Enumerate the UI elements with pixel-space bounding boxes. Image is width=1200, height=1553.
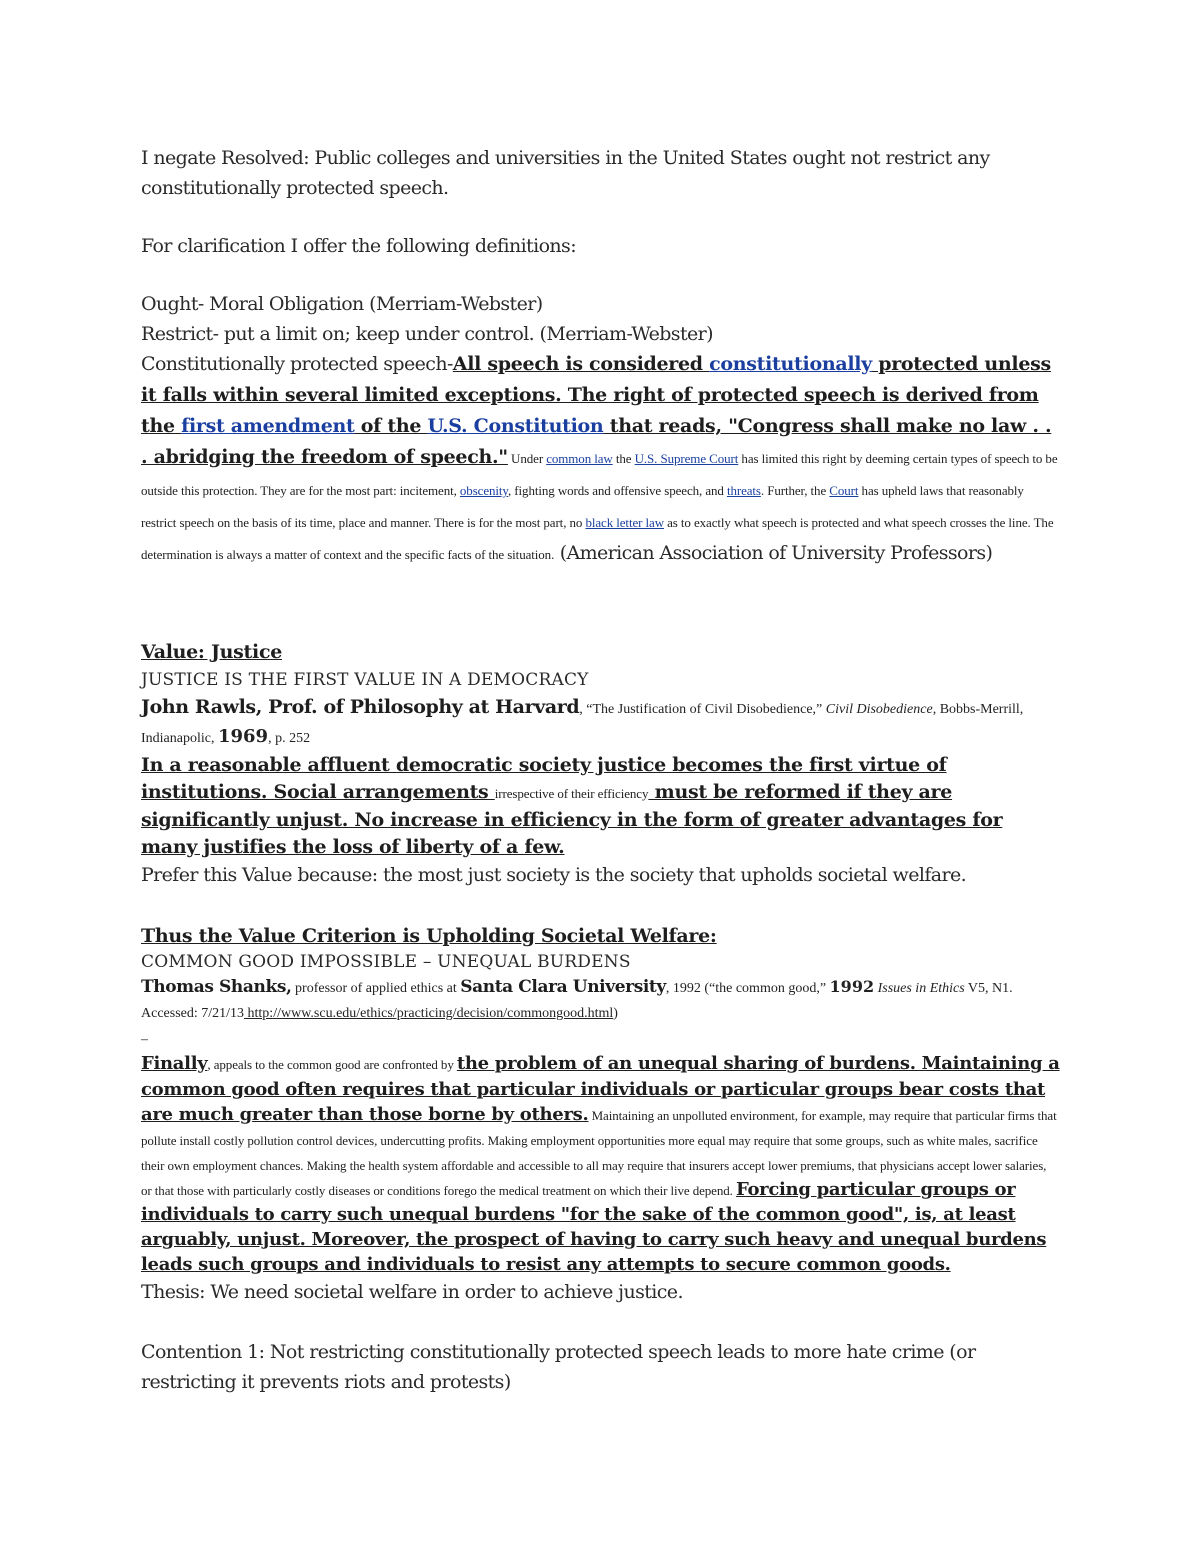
card-small-text: irrespective of their efficiency xyxy=(494,786,649,801)
card-small-text: , xyxy=(207,1057,214,1072)
card-bold-text: of the xyxy=(354,415,428,437)
value-tagline: JUSTICE IS THE FIRST VALUE IN A DEMOCRACY xyxy=(141,670,589,690)
value-citation xyxy=(141,694,1060,752)
link-common-law[interactable]: common law xyxy=(546,451,613,466)
criterion-citation xyxy=(141,975,1060,1025)
card-bold-text: In a reasonable affluent democratic society justice becomes the first virtue of institutions. Social arrangements xyxy=(141,754,947,803)
citation-text: V5, N1. Accessed: 7/21/13 xyxy=(141,981,1013,1021)
citation-book: Civil Disobedience xyxy=(825,702,933,717)
card-small-text: the xyxy=(612,451,635,466)
citation-year: 1992 xyxy=(829,977,875,996)
definition-restrict: Restrict- put a limit on; keep under control. (Merriam-Webster) xyxy=(141,323,713,345)
spacer xyxy=(141,570,1060,638)
link-supreme-court[interactable]: U.S. Supreme Court xyxy=(634,451,739,466)
card-small-text: has upheld laws that reasonably restrict speech on the basis of its time, place and manner. There is for the most part, no xyxy=(141,483,1024,530)
contention-one: Contention 1: Not restricting constitutionally protected speech leads to more hate crime (or restricting it prevents riots and protests) xyxy=(141,1341,976,1393)
card-bold-text: Forcing particular groups or individuals to carry such unequal burdens "for the sake of the common good", is, at least arguably, unjust. Moreover, the prospect of having to carry such heavy and unequal burdens leads such groups and individuals to resist any attempts to secure common goods. xyxy=(141,1179,1047,1275)
definition-ought: Ought- Moral Obligation (Merriam-Webster) xyxy=(141,293,543,315)
citation-text: , Bobbs-Merrill, Indianapolic, xyxy=(141,702,1024,746)
citation-text: , p. 252 xyxy=(268,731,311,746)
citation-text: , “The Justification of Civil Disobedience,” xyxy=(579,702,826,717)
definition-protected-speech xyxy=(141,349,1060,570)
criterion-thesis: Thesis: We need societal welfare in order to achieve justice. xyxy=(141,1281,683,1303)
citation-text: professor of applied ethics at xyxy=(291,981,461,996)
card-bold-text: that reads, "Congress shall make no law . . . abridging the freedom of speech." xyxy=(141,415,1052,468)
card-bold-text: protected unless it falls within several limited exceptions. The right of protected speech is derived from the xyxy=(141,353,1051,437)
card-bold-text: Finally xyxy=(141,1053,208,1074)
citation-journal: Issues in Ethics xyxy=(874,981,965,996)
link-court[interactable]: Court xyxy=(829,483,859,498)
criterion-heading: Thus the Value Criterion is Upholding Societal Welfare: xyxy=(141,925,717,947)
card-small-text: . Further, the xyxy=(760,483,830,498)
value-author: John Rawls, Prof. of Philosophy at Harvard xyxy=(141,696,580,718)
value-prefer: Prefer this Value because: the most just society is the society that upholds societal welfare. xyxy=(141,864,967,886)
card-bold-text: must be reformed if they are significantly unjust. No increase in efficiency in the form of greater advantages for many justifies the loss of liberty of a few. xyxy=(141,781,1003,858)
card-small-text: as to exactly what speech is protected and what speech crosses the line. The determination is always a matter of context and the specific facts of the situation. xyxy=(141,515,1054,562)
card-small-text: Maintaining an unpolluted environment, for example, may require that particular firms that pollute install costly pollution control devices, undercutting profits. Making employment opportunities more equal may require that some groups, such as white males, sacrifice their own employment chances. Making the health system affordable and accessible to all may require that insurers accept lower premiums, that physicians accept lower salaries, or that those with particularly costly diseases or conditions forego the medical treatment on which their live depend. xyxy=(141,1108,1057,1198)
link-black-letter-law[interactable]: black letter law xyxy=(585,515,664,530)
clarification-paragraph: For clarification I offer the following definitions: xyxy=(141,235,576,257)
card-small-text: has limited this right by deeming certain types of speech to be outside this protection. They are for the most part: incitement, xyxy=(141,451,1058,498)
card-small-text: appeals to the common good are confronted by xyxy=(213,1057,457,1072)
card-bold-text: All speech is considered xyxy=(452,353,710,375)
link-constitutionally[interactable]: constitutionally xyxy=(709,353,872,375)
card-small-text: , fighting words and offensive speech, and xyxy=(508,483,727,498)
link-obscenity[interactable]: obscenity xyxy=(459,483,508,498)
link-threats[interactable]: threats xyxy=(726,483,761,498)
criterion-card xyxy=(141,1051,1060,1277)
card-small-text: Under xyxy=(507,451,547,466)
criterion-tagline: COMMON GOOD IMPOSSIBLE – UNEQUAL BURDENS xyxy=(141,952,631,972)
criterion-author: Thomas Shanks, xyxy=(141,977,292,997)
value-card xyxy=(141,752,1060,861)
criterion-university: Santa Clara University xyxy=(460,977,666,997)
citation-url-link[interactable]: http://www.scu.edu/ethics/practicing/decision/commongood.html xyxy=(244,1006,614,1021)
dash-line: – xyxy=(141,1032,148,1047)
link-us-constitution[interactable]: U.S. Constitution xyxy=(427,415,604,437)
card-bold-text: the problem of an unequal sharing of burdens. Maintaining a common good often requires that particular individuals or particular groups bear costs that are much greater than those borne by others. xyxy=(141,1053,1060,1125)
citation-text: , 1992 (“the common good,” xyxy=(665,981,830,996)
definition-source: (American Association of University Professors) xyxy=(554,542,993,564)
resolution-paragraph: I negate Resolved: Public colleges and universities in the United States ought not restrict any constitutionally protected speech. xyxy=(141,147,990,199)
link-first-amendment[interactable]: first amendment xyxy=(181,415,355,437)
citation-year: 1969 xyxy=(217,726,269,747)
value-heading: Value: Justice xyxy=(141,641,283,663)
citation-text: ) xyxy=(613,1006,618,1021)
definition-label: Constitutionally protected speech- xyxy=(141,353,453,375)
